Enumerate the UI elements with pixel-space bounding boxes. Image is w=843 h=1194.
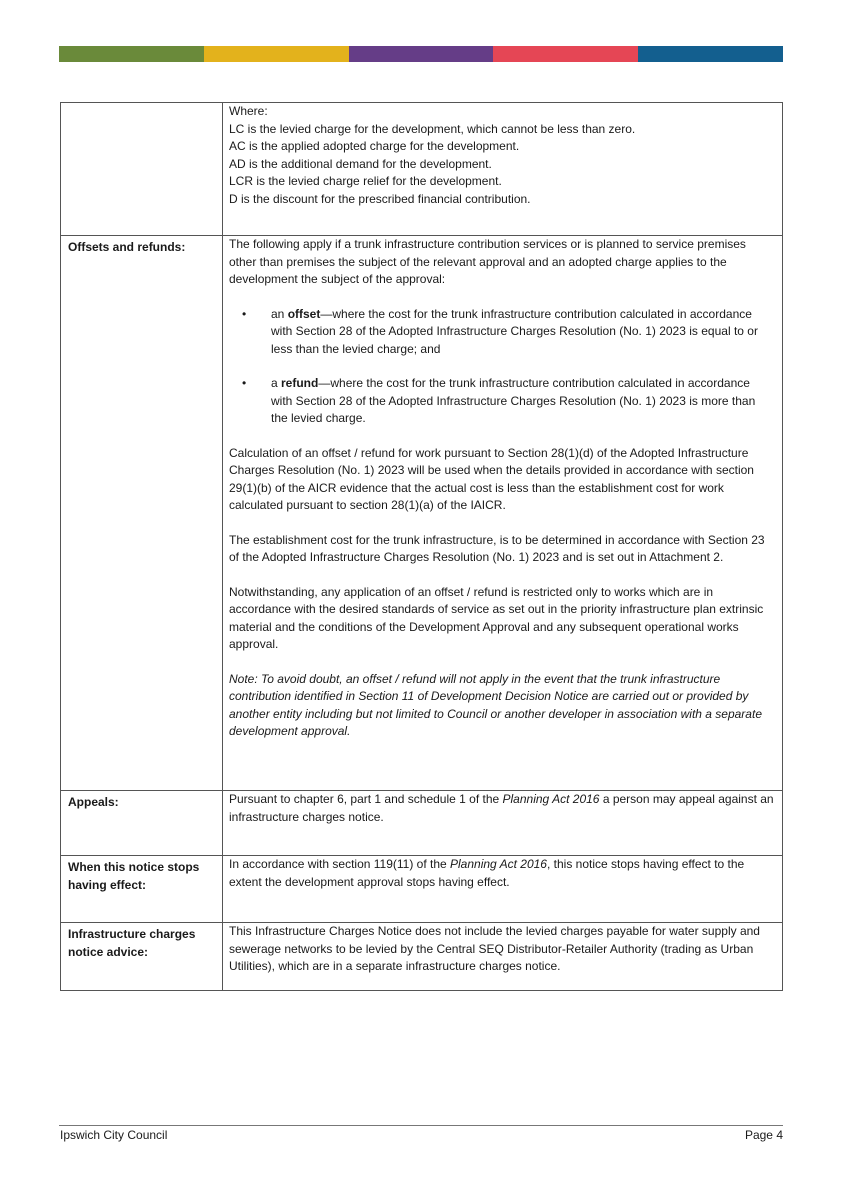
color-segment-yellow <box>204 46 349 62</box>
refund-term: refund <box>281 376 319 390</box>
appeals-label: Appeals: <box>68 795 119 809</box>
color-segment-purple <box>349 46 494 62</box>
where-body-cell <box>223 103 783 236</box>
advice-body-cell <box>223 923 783 991</box>
offsets-calculation-paragraph: Calculation of an offset / refund for work pursuant to Section 28(1)(d) of the Adopted Infrastructure Charges Resolution (No. 1) 2023 will be used when the details provided in accordance with section 29(1)(b) of the AICR evidence that the actual cost is less than the establishment cost for work calculated pursuant to section 28(1)(a) of the IAICR. <box>229 445 754 512</box>
stops-label: When this notice stops having effect: <box>68 860 200 892</box>
offsets-establishment-paragraph: The establishment cost for the trunk infrastructure, is to be determined in accordance with Section 23 of the Adopted Infrastructure Charges Resolution (No. 1) 2023 and is set out in Attachment 2. <box>229 532 765 564</box>
offsets-bullet-list <box>229 306 776 428</box>
charges-notice-table <box>60 102 783 991</box>
stops-body-cell <box>223 856 783 923</box>
header-color-bar <box>59 46 783 62</box>
advice-label-cell <box>61 923 223 991</box>
where-label-cell <box>61 103 223 236</box>
footer-organisation: Ipswich City Council <box>60 1128 168 1142</box>
where-definition-d: D is the discount for the prescribed financial contribution. <box>229 191 531 206</box>
table-row-where <box>61 103 783 236</box>
color-segment-blue <box>638 46 783 62</box>
offsets-label-cell <box>61 236 223 791</box>
appeals-text: Pursuant to chapter 6, part 1 and schedule 1 of the Planning Act 2016 a person may appeal against an infrastructure charges notice. <box>229 792 774 824</box>
offsets-note: Note: To avoid doubt, an offset / refund will not apply in the event that the trunk infrastructure contribution identified in Section 11 of Development Decision Notice are carried out or provided by another entity including but not limited to Council or another developer in association with a separate development approval. <box>229 671 762 738</box>
offset-term: offset <box>287 306 321 321</box>
appeals-label-cell <box>61 791 223 856</box>
offsets-body-cell <box>223 236 783 791</box>
offsets-intro: The following apply if a trunk infrastructure contribution services or is planned to service premises other than premises the subject of the relevant approval and an adopted charge applies to the development the subject of the approval: <box>229 237 746 286</box>
table-row-offsets <box>61 236 783 791</box>
footer-divider <box>59 1125 783 1126</box>
bullet-offset: • an offset—where the cost for the trunk infrastructure contribution calculated in accordance with Section 28 of the Adopted Infrastructure Charges Resolution (No. 1) 2023 is equal to or less than the levied charge; and <box>229 306 762 359</box>
where-definition-ad: AD is the additional demand for the development. <box>229 156 492 171</box>
color-segment-green <box>59 46 204 62</box>
where-definition-ac: AC is the applied adopted charge for the development. <box>229 139 520 153</box>
planning-act-reference: Planning Act 2016 <box>502 792 600 806</box>
table-row-stops-effect <box>61 856 783 923</box>
stops-text: In accordance with section 119(11) of the Planning Act 2016, this notice stops having effect to the extent the development approval stops having effect. <box>229 857 745 889</box>
where-heading: Where: <box>229 104 268 118</box>
advice-text: This Infrastructure Charges Notice does not include the levied charges payable for water supply and sewerage networks to be levied by the Central SEQ Distributor-Retailer Authority (trading as Urban Utilities), which are in a separate infrastructure charges notice. <box>229 924 760 973</box>
advice-label: Infrastructure charges notice advice: <box>68 927 196 959</box>
offsets-label: Offsets and refunds: <box>68 240 186 254</box>
offsets-notwithstanding-paragraph: Notwithstanding, any application of an offset / refund is restricted only to works which are in accordance with the desired standards of service as set out in the priority infrastructure plan extrinsic material and the conditions of the Development Approval and any subsequent operational works approval. <box>229 584 764 651</box>
table-row-advice <box>61 923 783 991</box>
where-definition-lcr: LCR is the levied charge relief for the development. <box>229 174 502 188</box>
stops-label-cell <box>61 856 223 923</box>
planning-act-reference: Planning Act 2016 <box>450 857 547 871</box>
footer-page-number: Page 4 <box>744 1128 783 1142</box>
table-row-appeals <box>61 791 783 856</box>
bullet-refund: • a refund—where the cost for the trunk infrastructure contribution calculated in accordance with Section 28 of the Adopted Infrastructure Charges Resolution (No. 1) 2023 is more than the levied charge. <box>229 375 762 428</box>
appeals-body-cell <box>223 791 783 856</box>
where-definition-lc: LC is the levied charge for the development, which cannot be less than zero. <box>229 121 636 136</box>
color-segment-red <box>493 46 638 62</box>
